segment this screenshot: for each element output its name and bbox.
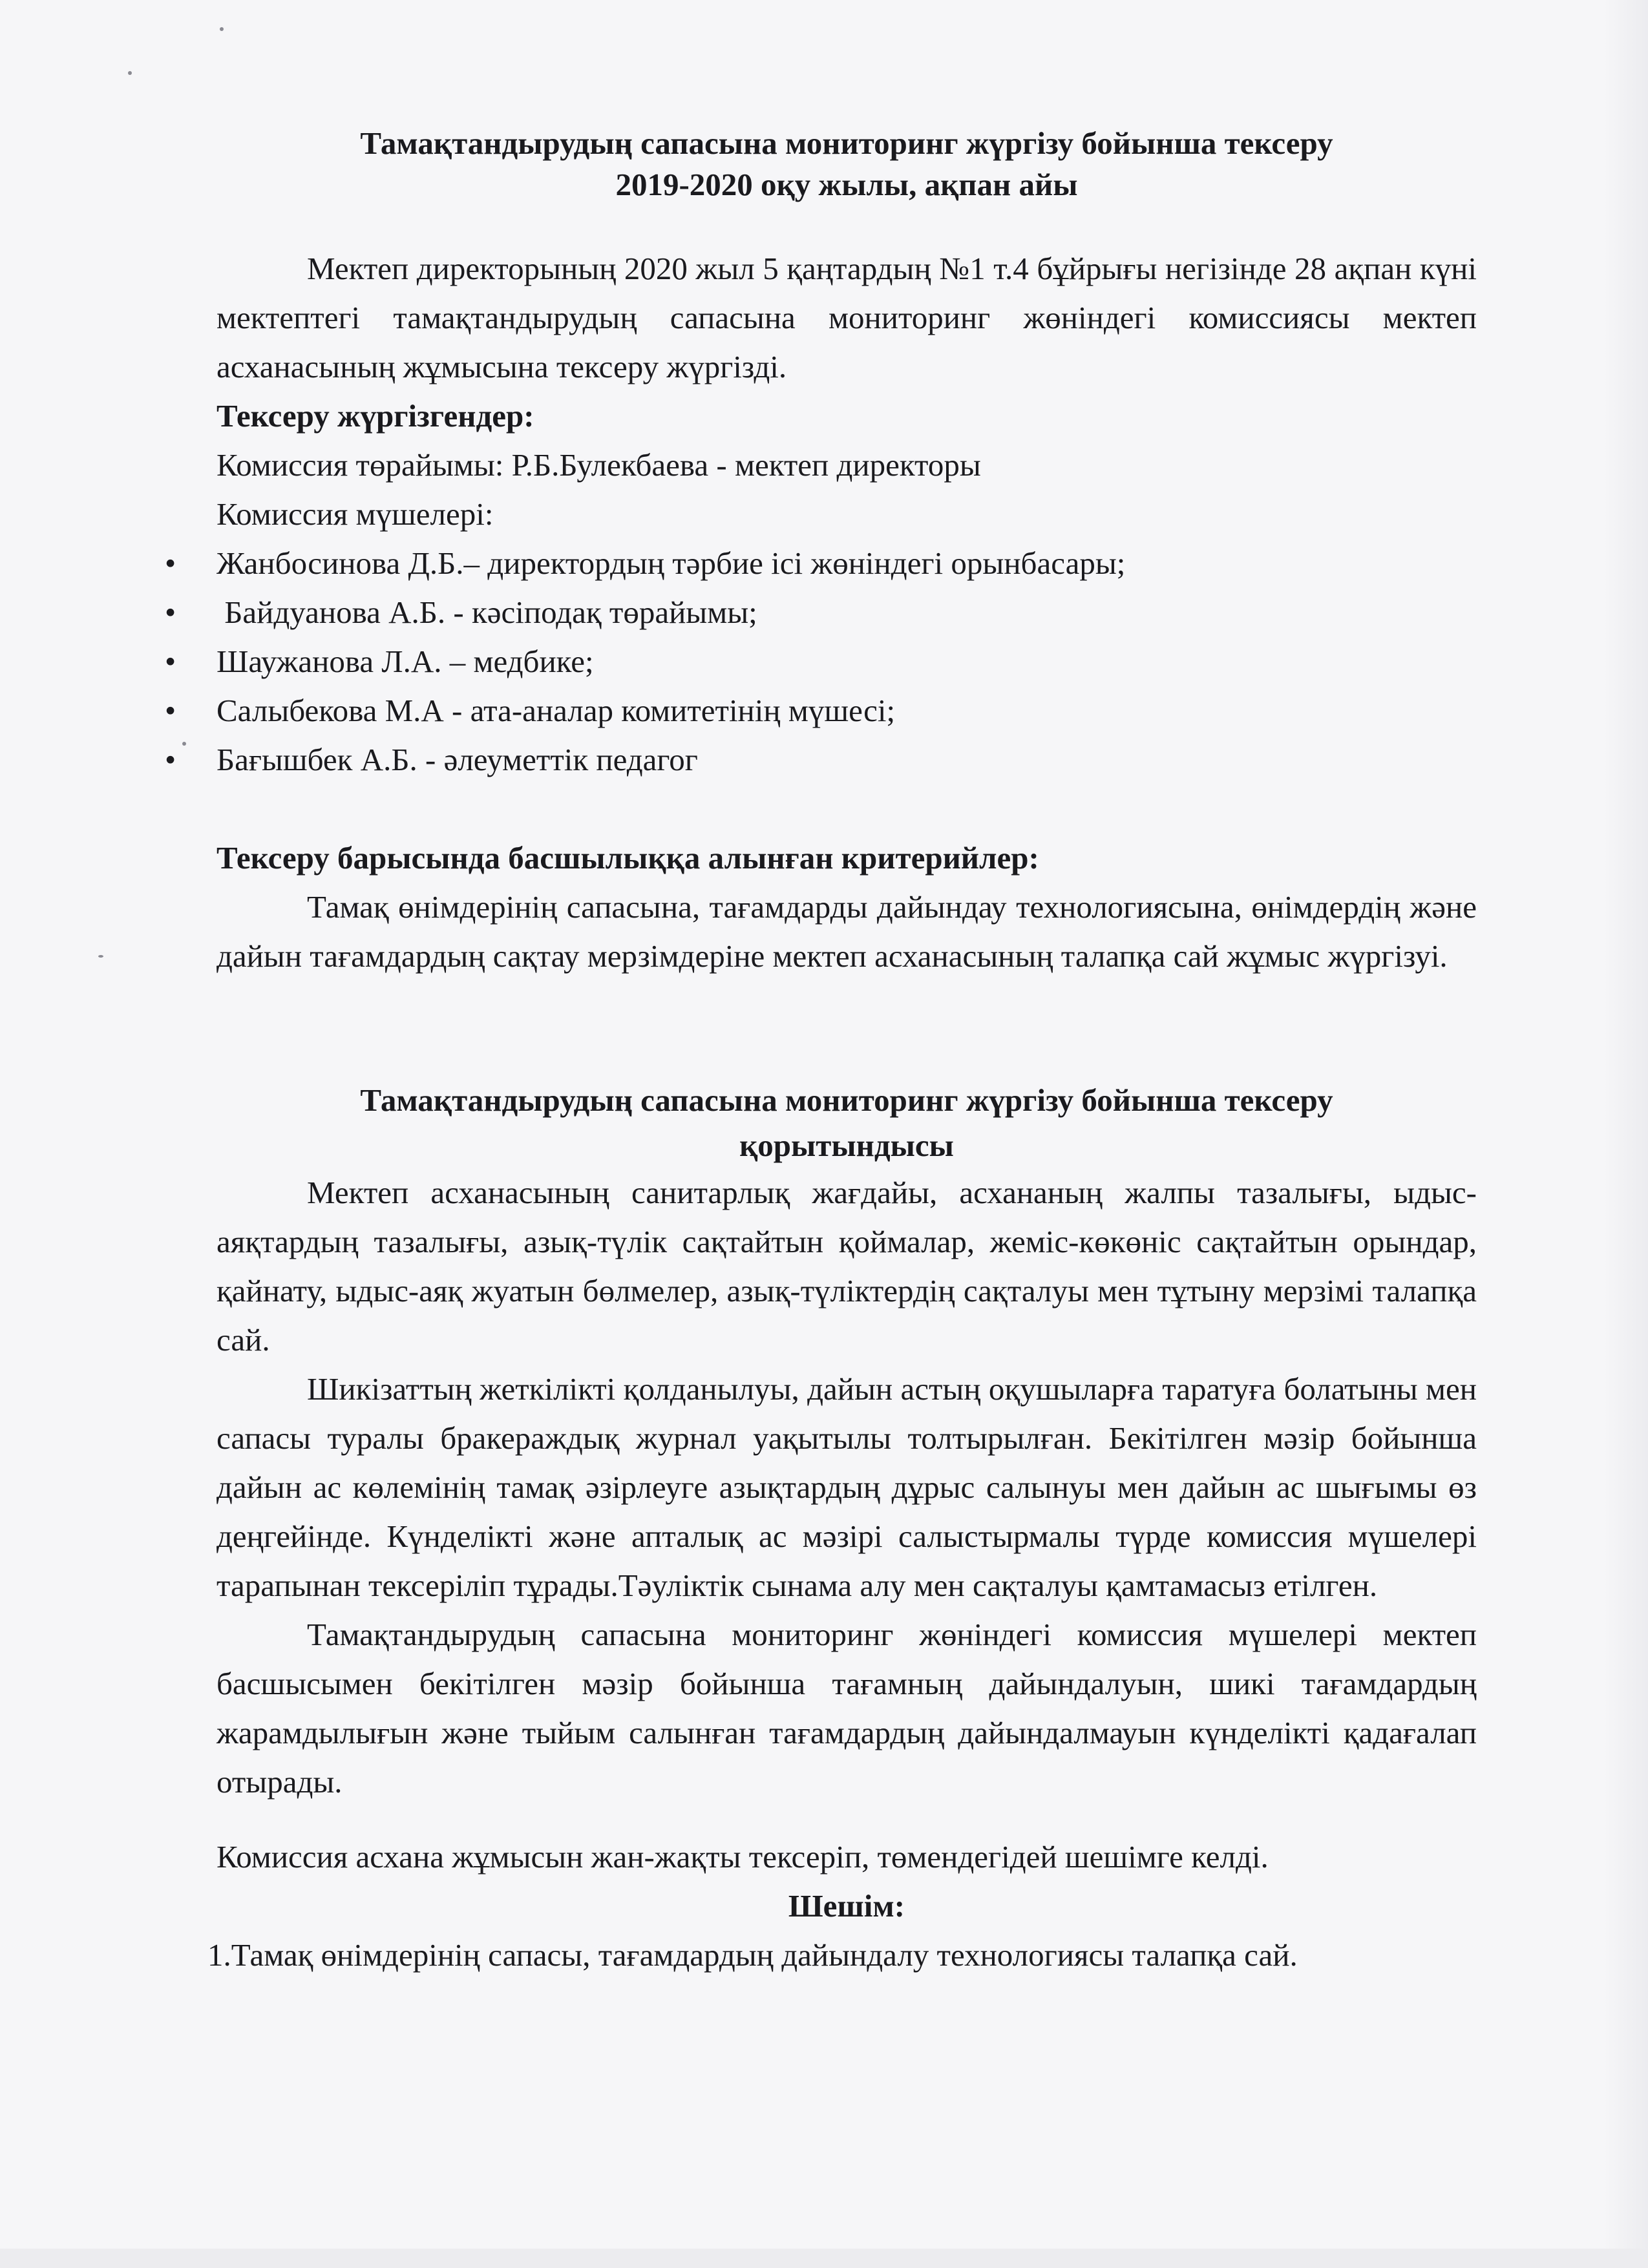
conclusion-line: Комиссия асхана жұмысын жан-жақты тексеріп, төмендегідей шешімге келді. [217,1839,1269,1874]
document-title-line-2: 2019-2020 оқу жылы, ақпан айы [615,167,1078,202]
criteria-paragraph: Тамақ өнімдерінің сапасына, тағамдарды дайындау технологиясына, өнімдердің және дайын тағамдардың сақтау мерзімдеріне мектеп асханасының талапқа сай жұмыс жүргізуі. [217,889,1477,974]
member-item [165,735,1477,784]
member-text: Салыбекова М.А - ата-аналар комитетінің мүшесі; [217,693,896,728]
bullet-icon: • [165,693,176,728]
decision-item-1: 1.Тамақ өнімдерінің сапасы, тағамдардың дайындалу технологиясы талапқа сай. [207,1937,1298,1973]
member-text: Бағышбек А.Б. - әлеуметтік педагог [217,742,698,777]
bullet-icon: • [165,594,176,630]
results-paragraph-2: Шикізаттың жеткілікті қолданылуы, дайын астың оқушыларға таратуға болатыны мен сапасы туралы бракераждық журнал уақытылы толтырылған. Бекітілген мәзір бойынша дайын ас көлемінің тамақ әзірлеуге азықтардың дұрыс салынуы мен дайын ас шығымы өз деңгейінде. Күнделікті және апталық ас мәзірі салыстырмалы түрде комиссия мүшелері тарапынан тексеріліп тұрады.Тәуліктік сынама алу мен сақталуы қамтамасыз етілген. [217,1371,1477,1603]
document-body [165,123,1477,1980]
spacer [217,1807,1477,1832]
inspectors-heading: Тексеру жүргізгендер: [217,398,534,434]
intro-paragraph: Мектеп директорының 2020 жыл 5 қаңтардың №1 т.4 бұйрығы негізінде 28 ақпан күні мектептегі тамақтандырудың сапасына мониторинг жөніндегі комиссиясы мектеп асханасының жұмысына тексеру жүргізді. [217,251,1477,384]
member-text: Байдуанова А.Б. - кәсіподақ төрайымы; [217,594,757,630]
scan-speck [128,71,132,75]
results-title-line-2: қорытындысы [739,1128,954,1163]
member-item [165,637,1477,686]
bullet-icon: • [165,742,176,777]
scan-bottom-edge [0,2249,1648,2268]
results-title-block [217,1078,1477,1168]
member-item [165,686,1477,735]
decision-label: Шешім: [788,1888,905,1924]
commission-chair-line: Комиссия төрайымы: Р.Б.Булекбаева - мектеп директоры [217,447,981,483]
scan-shadow-edge [1603,0,1648,2268]
member-text: Жанбосинова Д.Б.– директордың тәрбие ісі жөніндегі орынбасары; [217,545,1126,581]
member-item [165,539,1477,588]
member-item [165,588,1477,637]
scan-speck [182,742,186,746]
results-title-line-1: Тамақтандырудың сапасына мониторинг жүргізу бойынша тексеру [360,1082,1333,1118]
member-text: Шаужанова Л.А. – медбике; [217,644,594,679]
criteria-heading: Тексеру барысында басшылыққа алынған критерийлер: [217,840,1039,876]
commission-members-list [165,539,1477,784]
scan-speck [98,955,103,958]
scan-speck [220,27,224,31]
bullet-icon: • [165,644,176,679]
document-title-line-1: Тамақтандырудың сапасына мониторинг жүргізу бойынша тексеру [360,125,1333,161]
bullet-icon: • [165,545,176,581]
commission-members-heading: Комиссия мүшелері: [217,496,494,532]
results-paragraph-3: Тамақтандырудың сапасына мониторинг жөніндегі комиссия мүшелері мектеп басшысымен бекітілген мәзір бойынша тағамның дайындалуын, шикі тағамдардың жарамдылығын және тыйым салынған тағамдардың дайындалмауын күнделікті қадағалап отырады. [217,1617,1477,1800]
results-paragraph-1: Мектеп асханасының санитарлық жағдайы, асхананың жалпы тазалығы, ыдыс-аяқтардың тазалығы, азық-түлік сақтайтын қоймалар, жеміс-көкөніс сақтайтын орындар, қайнату, ыдыс-аяқ жуатын бөлмелер, азық-түліктердің сақталуы мен тұтыну мерзімі талапқа сай. [217,1175,1477,1358]
